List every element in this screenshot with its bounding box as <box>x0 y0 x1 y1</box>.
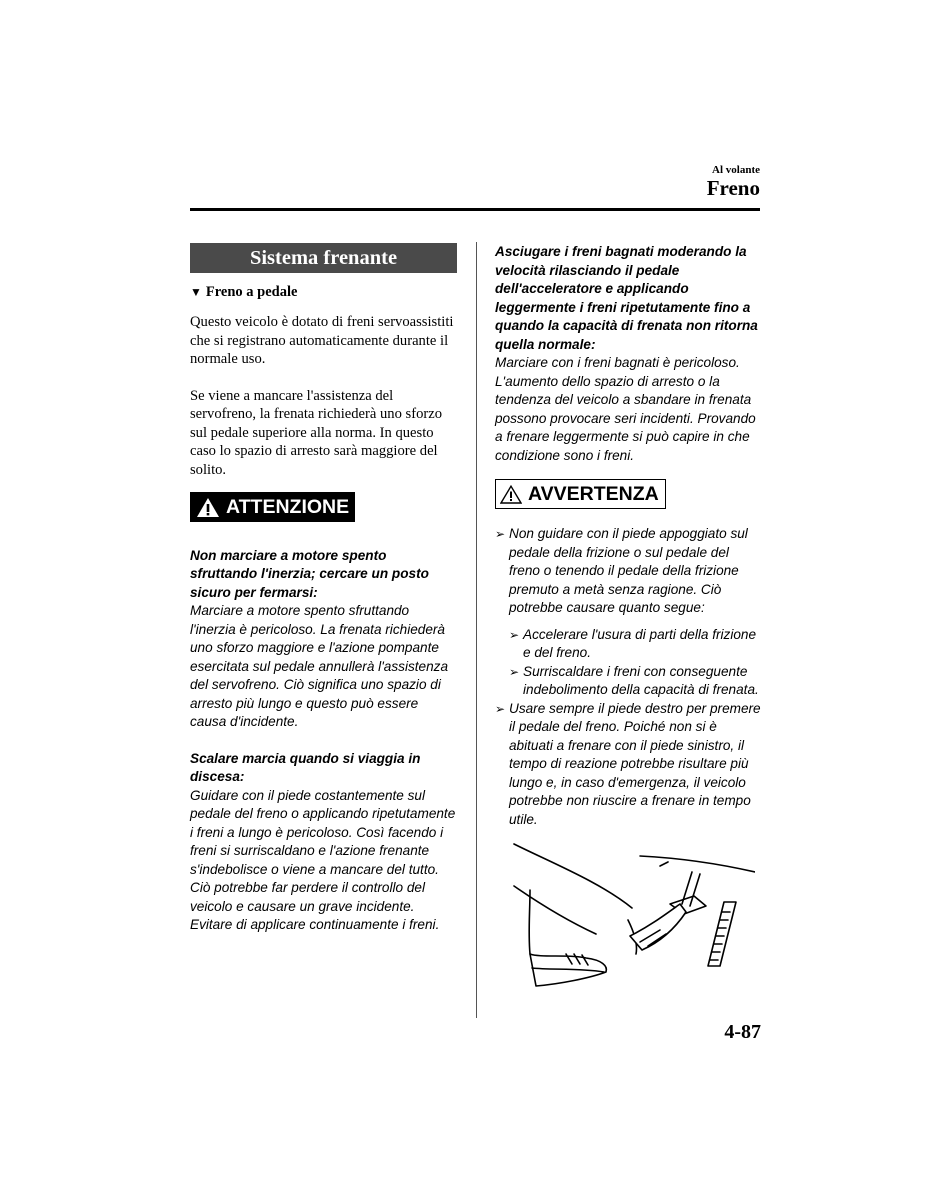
warning-triangle-icon <box>196 497 220 518</box>
arrow-bullet-icon: ➢ <box>509 664 520 679</box>
warning-badge <box>495 479 666 509</box>
caution-body: Guidare con il piede costantemente sul pedale del freno o applicando ripetutamente i freni a lungo è pericoloso. Così facendo i freni si surriscaldano e l'azione frenante s'indebolisce o viene a mancare del tutto. Ciò potrebbe far perdere il controllo del veicolo e causare un grave incidente. Evitare di applicare continuamente i freni. <box>190 787 456 932</box>
arrow-bullet-icon: ➢ <box>495 527 506 541</box>
triangle-down-icon: ▼ <box>190 285 202 299</box>
arrow-bullet-icon: ➢ <box>509 627 520 642</box>
page-number: 4-87 <box>724 1021 761 1043</box>
caution-title: Scalare marcia quando si viaggia in discesa: <box>190 750 421 784</box>
list-item: ➢ Usare sempre il piede destro per premere il pedale del freno. Poiché non si è abituati a frenare con il piede sinistro, il tempo di reazione potrebbe risultare più lungo e, in caso d'emergenza, il veicolo potrebbe non riuscire a frenare in tempo utile. <box>495 700 762 830</box>
paragraph: Questo veicolo è dotato di freni servoassistiti che si registrano automaticamente durante il normale uso. <box>190 314 454 367</box>
subheading <box>190 284 457 301</box>
section-heading: Sistema frenante <box>190 243 457 273</box>
arrow-bullet-icon: ➢ <box>495 701 506 716</box>
caution-item <box>190 547 457 732</box>
caution-title: Non marciare a motore spento sfruttando l'inerzia; cercare un posto sicuro per fermarsi: <box>190 547 429 600</box>
column-divider <box>476 242 477 1018</box>
list-item: ➢ Surriscaldare i freni con conseguente indebolimento della capacità di frenata. <box>509 663 762 700</box>
header-rule <box>190 208 760 211</box>
section-label: Al volante <box>712 164 760 176</box>
subheading-text: Freno a pedale <box>205 284 298 300</box>
warning-label: AVVERTENZA <box>528 482 659 505</box>
paragraph: Se viene a mancare l'assistenza del servofreno, la frenata richiederà uno sforzo sul pedale superiore alla norma. In questo caso lo spazio di arresto sarà maggiore del solito. <box>190 387 443 478</box>
caution-body: Marciare a motore spento sfruttando l'inerzia è pericoloso. La frenata richiederà uno sforzo maggiore e l'azione pompante esercitata sul pedale annullerà l'assistenza del servofreno. Ciò significa uno spazio di arresto più lungo e questo può essere causa d'incidente. <box>190 603 449 729</box>
right-column <box>495 243 762 829</box>
caution-body: Marciare con i freni bagnati è pericoloso. L'aumento dello spazio di arresto o la tendenza del veicolo a sbandare in frenata possono provocare seri incidenti. Provando a frenare leggermente si può capire in che condizione sono i freni. <box>495 355 756 463</box>
caution-item <box>190 750 457 935</box>
list-item: ➢ Non guidare con il piede appoggiato sul pedale della frizione o sul pedale del freno o tenendo il pedale della frizione premuto a metà senza ragione. Ciò potrebbe causare quanto segue: <box>495 525 762 618</box>
caution-item <box>495 243 762 465</box>
caution-title: Asciugare i freni bagnati moderando la velocità rilasciando il pedale dell'acceleratore e applicando leggermente i freni ripetutamente fino a quando la capacità di frenata non ritorna quella normale: <box>495 244 758 352</box>
left-column <box>190 243 457 935</box>
caution-badge <box>190 492 355 522</box>
section-title: Freno <box>706 176 760 200</box>
caution-label: ATTENZIONE <box>226 495 350 518</box>
warning-list <box>495 525 762 829</box>
warning-triangle-icon <box>500 485 522 504</box>
list-item: ➢ Accelerare l'usura di parti della frizione e del freno. <box>509 626 762 663</box>
pedal-illustration <box>510 842 755 992</box>
